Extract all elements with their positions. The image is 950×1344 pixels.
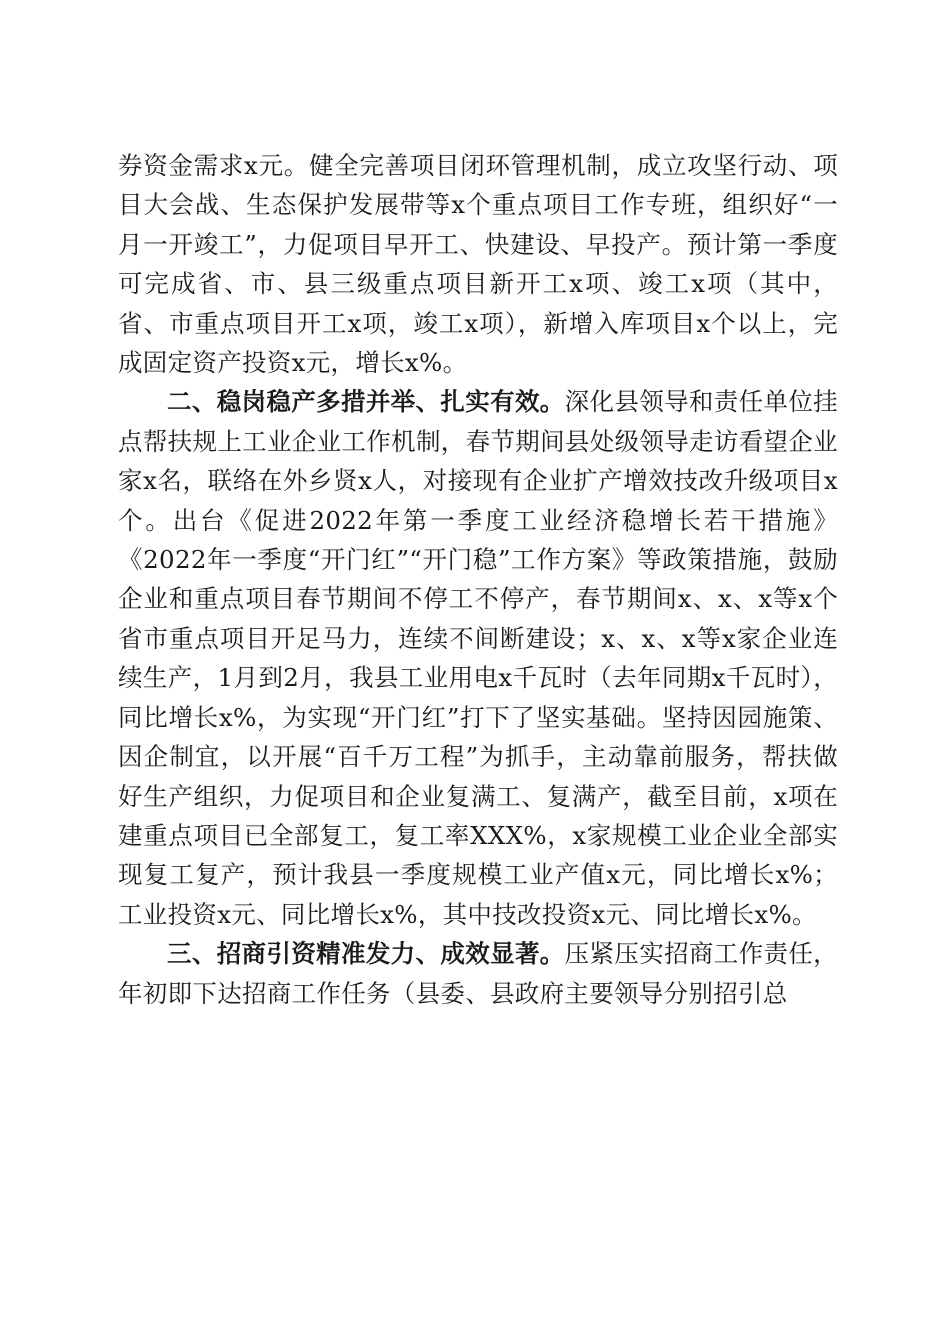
paragraph-investment-continued [118,146,838,382]
paragraph-body: 券资金需求x元。健全完善项目闭环管理机制，成立攻坚行动、项目大会战、生态保护发展带等x个重点项目工作专班，组织好“一月一开竣工”，力促项目早开工、快建设、早投产。预计第一季度可完成省、市、县三级重点项目新开工x项、竣工x项（其中，省、市重点项目开工x项，竣工x项），新增入库项目x个以上，完成固定资产投资x元，增长x%。 [118,151,838,378]
paragraph-investment-attraction [118,934,838,1013]
paragraph-body: 深化县领导和责任单位挂点帮扶规上工业企业工作机制，春节期间县处级领导走访看望企业家x名，联络在外乡贤x人，对接现有企业扩产增效技改升级项目x个。出台《促进2022年第一季度工业经济稳增长若干措施》《2022年一季度“开门红”“开门稳”工作方案》等政策措施，鼓励企业和重点项目春节期间不停工不停产，春节期间x、x、x等x个省市重点项目开足马力，连续不间断建设；x、x、x等x家企业连续生产，1月到2月，我县工业用电x千瓦时（去年同期x千瓦时），同比增长x%，为实现“开门红”打下了坚实基础。坚持因园施策、因企制宜，以开展“百千万工程”为抓手，主动靠前服务，帮扶做好生产组织，力促项目和企业复满工、复满产，截至目前，x项在建重点项目已全部复工，复工率XXX%，x家规模工业企业全部实现复工复产，预计我县一季度规模工业产值x元，同比增长x%；工业投资x元、同比增长x%，其中技改投资x元、同比增长x%。 [118,387,838,929]
section-heading: 二、稳岗稳产多措并举、扎实有效。 [167,387,565,417]
document-body [118,146,838,1013]
paragraph-body: 压紧压实招商工作责任，年初即下达招商工作任务（县委、县政府主要领导分别招引总 [118,939,838,1008]
section-heading: 三、招商引资精准发力、成效显著。 [167,939,565,969]
paragraph-stable-production [118,382,838,934]
